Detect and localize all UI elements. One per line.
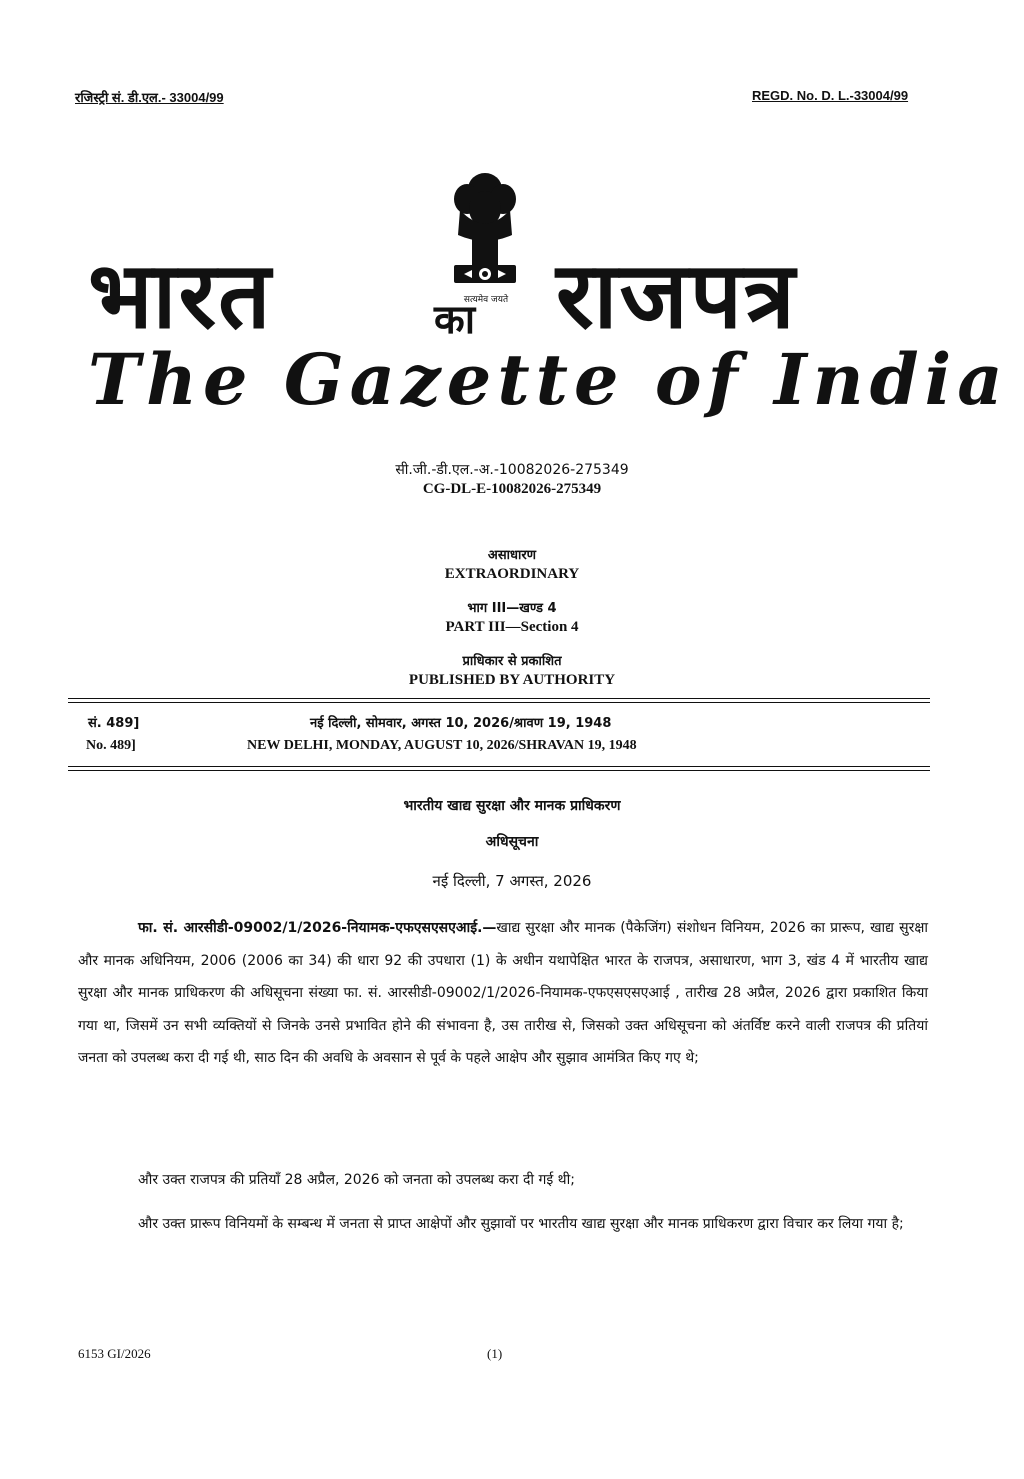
notification-place-date: नई दिल्ली, 7 अगस्त, 2026	[432, 872, 592, 890]
footer-code: 6153 GI/2026	[78, 1346, 151, 1361]
issue-date-hindi: नई दिल्ली, सोमवार, अगस्त 10, 2026/श्रावण 19, 1948	[310, 716, 612, 731]
extraordinary-hindi: असाधारण	[487, 548, 537, 563]
cg-number-english: CG-DL-E-10082026-275349	[422, 481, 602, 497]
national-emblem-icon	[440, 165, 530, 305]
published-by-authority-english: PUBLISHED BY AUTHORITY	[408, 672, 616, 688]
divider-top-2	[68, 702, 930, 703]
cg-number-hindi: सी.जी.-डी.एल.-अ.-10082026-275349	[395, 462, 629, 478]
notification-paragraph-3: और उक्त प्रारूप विनियमों के सम्बन्ध में जनता से प्राप्त आक्षेपों और सुझावों पर भारतीय खाद्य सुरक्षा और मानक प्राधिकरण द्वारा विचार कर लिया गया है;	[138, 1216, 904, 1232]
page-number: (1)	[487, 1346, 503, 1361]
masthead-hindi-ka: का	[434, 297, 476, 343]
masthead-english: The Gazette of India	[88, 338, 1009, 421]
masthead-hindi-bharat: भारत	[88, 242, 273, 349]
divider-top-1	[68, 698, 930, 699]
notification-heading: अधिसूचना	[485, 834, 539, 850]
issue-number-english: No. 489]	[86, 738, 136, 753]
notification-paragraph-2: और उक्त राजपत्र की प्रतियाँ 28 अप्रैल, 2026 को जनता को उपलब्ध करा दी गई थी;	[138, 1172, 575, 1188]
divider-bottom-2	[68, 770, 930, 771]
part-section-english: PART III—Section 4	[445, 619, 579, 635]
registration-number-hindi: रजिस्ट्री सं. डी.एल.- 33004/99	[75, 90, 224, 105]
issue-number-hindi: सं. 489]	[88, 716, 140, 731]
file-number: फा. सं. आरसीडी-09002/1/2026-नियामक-एफएसएसएआई.—	[138, 920, 497, 936]
notification-paragraph-1	[78, 912, 928, 1075]
part-section-hindi: भाग III—खण्ड 4	[467, 601, 557, 616]
masthead-hindi-rajpatra: राजपत्र	[556, 242, 797, 349]
registration-number-english: REGD. No. D. L.-33004/99	[752, 88, 909, 103]
emblem-motto: सत्यमेव जयते	[463, 295, 509, 305]
extraordinary-english: EXTRAORDINARY	[444, 566, 580, 582]
published-by-authority-hindi: प्राधिकार से प्रकाशित	[462, 654, 562, 669]
divider-bottom-1	[68, 766, 930, 767]
issuing-authority: भारतीय खाद्य सुरक्षा और मानक प्राधिकरण	[403, 798, 621, 814]
issue-date-english: NEW DELHI, MONDAY, AUGUST 10, 2026/SHRAVAN 19, 1948	[247, 738, 637, 753]
paragraph-1-text: खाद्य सुरक्षा और मानक (पैकेजिंग) संशोधन विनियम, 2026 का प्रारूप, खाद्य सुरक्षा और मानक अधिनियम, 2006 (2006 का 34) की धारा 92 की उपधारा (1) के अधीन यथापेक्षित भारत के राजपत्र, असाधारण, भाग 3, खंड 4 में भारतीय खाद्य सुरक्षा और मानक प्राधिकरण की अधिसूचना संख्या फा. सं. आरसीडी-09002/1/2026-नियामक-एफएसएसएआई , तारीख 28 अप्रैल, 2026 द्वारा प्रकाशित किया गया था, जिसमें उन सभी व्यक्तियों से जिनके उनसे प्रभावित होने की संभावना है, उस तारीख से, जिसको उक्त अधिसूचना को अंतर्विष्ट करने वाली राजपत्र की प्रतियां जनता को उपलब्ध करा दी गई थी, साठ दिन की अवधि के अवसान से पूर्व के पहले आक्षेप और सुझाव आमंत्रित किए गए थे;	[78, 920, 928, 1066]
